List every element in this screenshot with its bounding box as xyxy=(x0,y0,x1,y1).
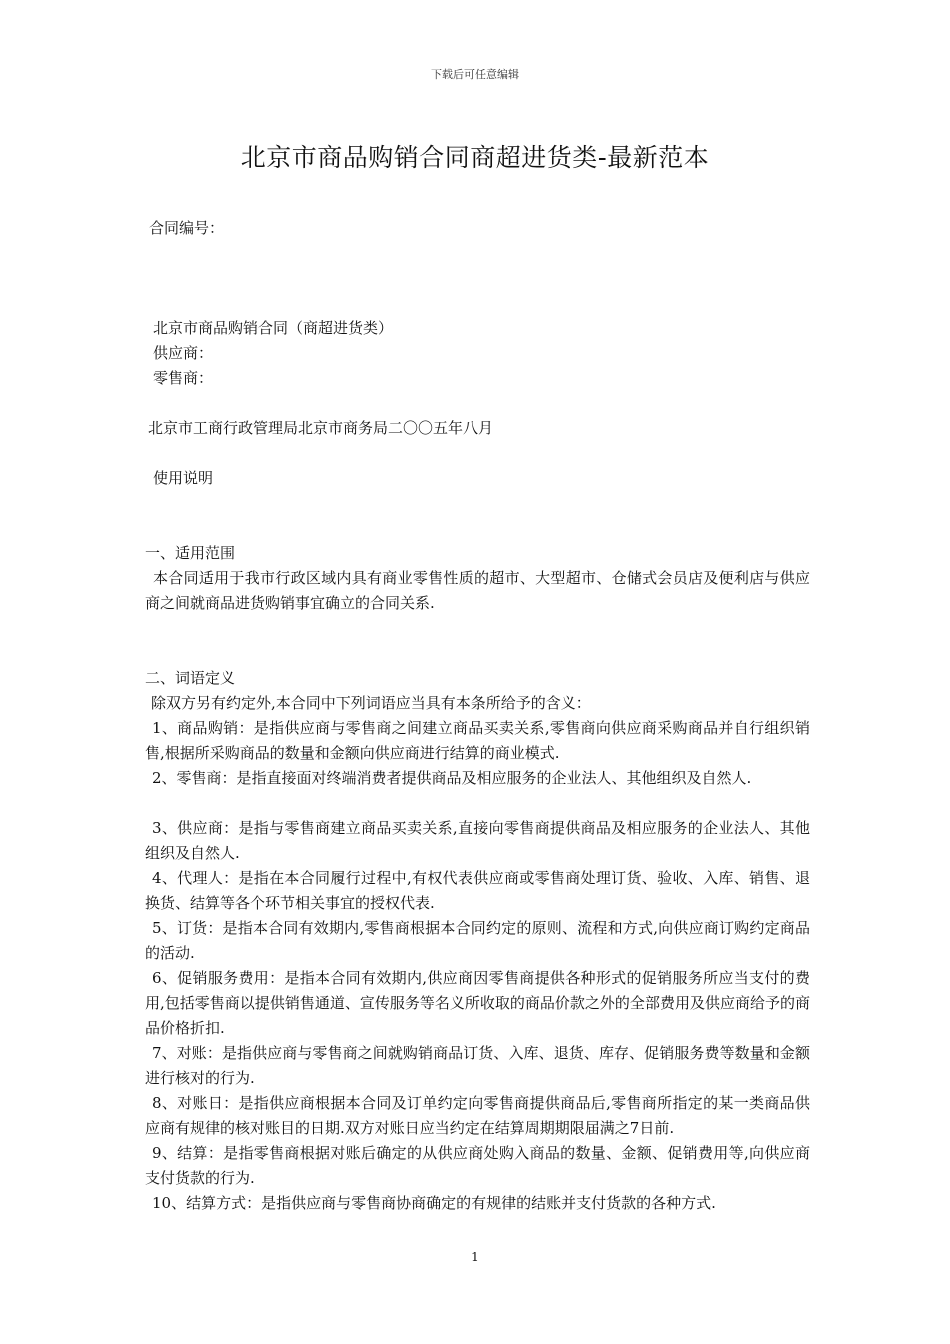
section-1-heading: 一、适用范围 xyxy=(145,544,236,562)
supplier-label: 供应商： xyxy=(153,344,214,362)
definition-item: 2、零售商：是指直接面对终端消费者提供商品及相应服务的企业法人、其他组织及自然人. xyxy=(152,769,752,787)
retailer-label: 零售商： xyxy=(153,369,214,387)
definition-item: 4、代理人：是指在本合同履行过程中,有权代表供应商或零售商处理订货、验收、入库、销售、退换货、结算等各个环节相关事宜的授权代表. xyxy=(145,869,810,912)
contract-number-label: 合同编号： xyxy=(149,219,225,237)
definition-item: 8、对账日：是指供应商根据本合同及订单约定向零售商提供商品后,零售商所指定的某一类商品供应商有规律的核对账目的日期.双方对账日应当约定在结算周期期限届满之7日前. xyxy=(145,1094,810,1137)
definition-item: 10、结算方式：是指供应商与零售商协商确定的有规律的结账并支付货款的各种方式. xyxy=(152,1194,716,1212)
page-number: 1 xyxy=(471,1250,479,1264)
definition-item: 7、对账：是指供应商与零售商之间就购销商品订货、入库、退货、库存、促销服务费等数量和金额进行核对的行为. xyxy=(145,1044,810,1087)
section-1-body: 本合同适用于我市行政区域内具有商业零售性质的超市、大型超市、仓储式会员店及便利店与供应商之间就商品进货购销事宜确立的合同关系. xyxy=(145,569,810,612)
definition-item: 5、订货：是指本合同有效期内,零售商根据本合同约定的原则、流程和方式,向供应商订购约定商品的活动. xyxy=(145,919,810,962)
definition-item: 3、供应商：是指与零售商建立商品买卖关系,直接向零售商提供商品及相应服务的企业法人、其他组织及自然人. xyxy=(145,819,810,862)
issuer-line: 北京市工商行政管理局北京市商务局二〇〇五年八月 xyxy=(148,419,494,437)
header-note: 下载后可任意编辑 xyxy=(431,68,519,81)
usage-heading: 使用说明 xyxy=(153,469,214,487)
definition-item: 9、结算：是指零售商根据对账后确定的从供应商处购入商品的数量、金额、促销费用等,向供应商支付货款的行为. xyxy=(145,1144,810,1187)
definition-item: 1、商品购销：是指供应商与零售商之间建立商品买卖关系,零售商向供应商采购商品并自行组织销售,根据所采购商品的数量和金额向供应商进行结算的商业模式. xyxy=(145,719,810,762)
section-2-heading: 二、词语定义 xyxy=(145,669,236,687)
section-2-intro: 除双方另有约定外,本合同中下列词语应当具有本条所给予的含义： xyxy=(151,694,591,712)
contract-name: 北京市商品购销合同（商超进货类） xyxy=(153,319,394,337)
definition-item: 6、促销服务费用：是指本合同有效期内,供应商因零售商提供各种形式的促销服务所应当支付的费用,包括零售商以提供销售通道、宣传服务等名义所收取的商品价款之外的全部费用及供应商给予的商品价格折扣. xyxy=(145,969,810,1037)
document-title: 北京市商品购销合同商超进货类-最新范本 xyxy=(240,143,710,172)
